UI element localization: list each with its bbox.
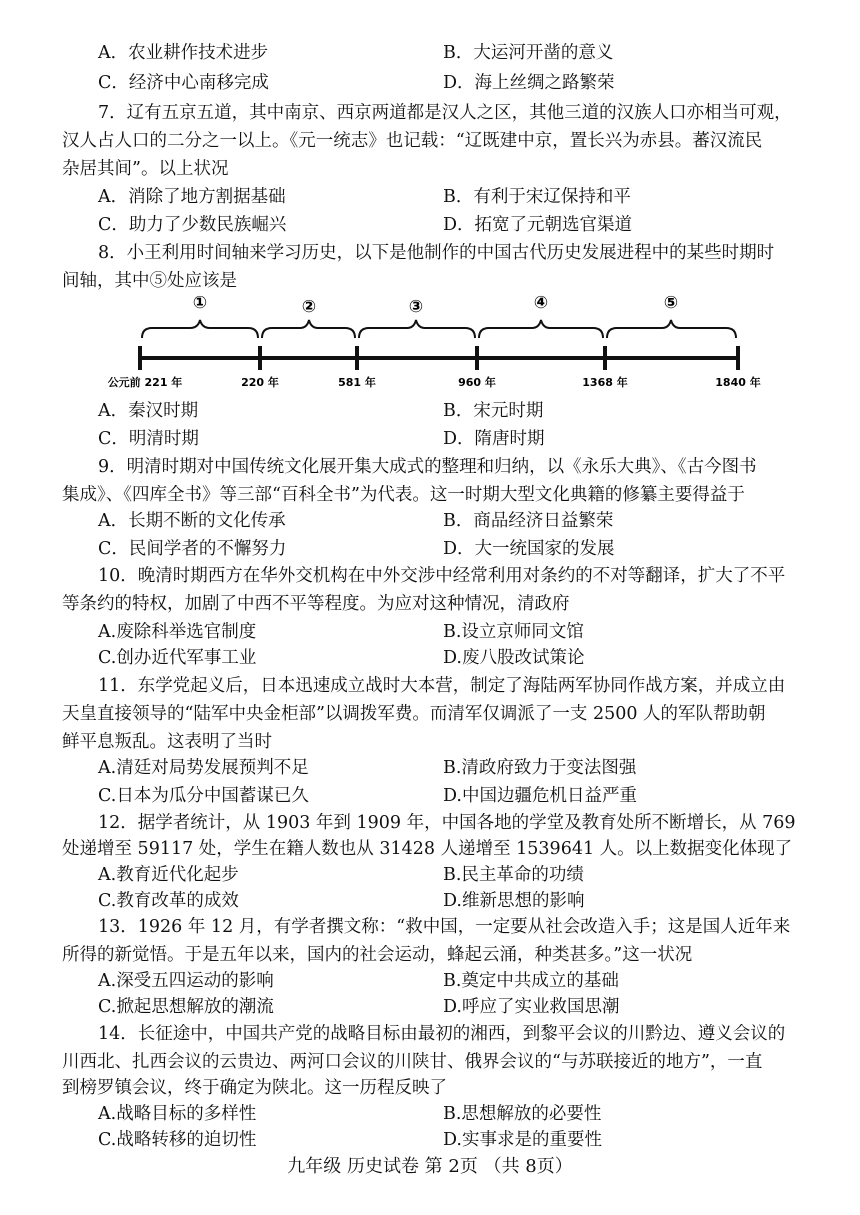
question-11-line: 天皇直接领导的“陆军中央金柜部”以调拨军费。而清军仅调派了一支 2500 人的军队帮助朝 xyxy=(62,704,766,724)
tick-label: 1368 年 xyxy=(582,376,628,389)
question-12-line: 12．据学者统计，从 1903 年到 1909 年，中国各地的学堂及教育处所不断增长，从 769 xyxy=(98,813,796,833)
question-14-line: 14．长征途中，中国共产党的战略目标由最初的湘西，到黎平会议的川黔边、遵义会议的 xyxy=(98,1024,786,1044)
option-c: C.教育改革的成效 xyxy=(98,891,239,911)
option-b: B.民主革命的功绩 xyxy=(443,865,584,885)
option-b: B.奠定中共成立的基础 xyxy=(443,971,619,991)
option-a: A.清廷对局势发展预判不足 xyxy=(98,758,309,778)
period-bracket xyxy=(479,320,603,338)
question-9-line: 9．明清时期对中国传统文化展开集大成式的整理和归纳，以《永乐大典》、《古今图书 xyxy=(98,457,757,477)
question-7-line: 杂居其间”。以上状况 xyxy=(62,159,229,179)
option-c: C.创办近代军事工业 xyxy=(98,648,257,668)
option-a: A．消除了地方割据基础 xyxy=(98,187,286,207)
option-c: C．助力了少数民族崛兴 xyxy=(98,215,287,235)
option-d: D．海上丝绸之路繁荣 xyxy=(443,73,615,93)
question-10-line: 等条约的特权，加剧了中西不平等程度。为应对这种情况，清政府 xyxy=(62,594,570,614)
question-13-line: 13．1926 年 12 月，有学者撰文称：“救中国，一定要从社会改造入手；这是国人近年来 xyxy=(98,917,791,937)
question-12-line: 处递增至 59117 处，学生在籍人数也从 31428 人递增至 1539641 人。以上数据变化体现了 xyxy=(62,839,793,859)
question-13-line: 所得的新觉悟。于是五年以来，国内的社会运动，蜂起云涌，种类甚多。”这一状况 xyxy=(62,945,693,965)
question-10-line: 10．晚清时期西方在华外交机构在中外交涉中经常利用对条约的不对等翻译，扩大了不平 xyxy=(98,566,786,586)
option-d: D.实事求是的重要性 xyxy=(443,1130,602,1150)
question-7-line: 7．辽有五京五道，其中南京、西京两道都是汉人之区，其他三道的汉族人口亦相当可观， xyxy=(98,103,792,123)
option-c: C.掀起思想解放的潮流 xyxy=(98,997,274,1017)
question-11-line: 鲜平息叛乱。这表明了当时 xyxy=(62,732,272,752)
option-c: C．经济中心南移完成 xyxy=(98,73,269,93)
period-bracket xyxy=(359,320,475,338)
option-d: D.中国边疆危机日益严重 xyxy=(443,786,637,806)
question-7-line: 汉人占人口的二分之一以上。《元一统志》也记载：“辽既建中京，置长兴为赤县。蕃汉流民 xyxy=(62,131,763,151)
tick-label: 581 年 xyxy=(338,376,376,389)
option-c: C．民间学者的不懈努力 xyxy=(98,539,287,559)
option-d: D．拓宽了元朝选官渠道 xyxy=(443,215,633,235)
option-a: A.教育近代化起步 xyxy=(98,865,239,885)
option-d: D.维新思想的影响 xyxy=(443,891,585,911)
option-d: D．大一统国家的发展 xyxy=(443,539,615,559)
period-label: ② xyxy=(301,297,317,317)
option-b: B．有利于宋辽保持和平 xyxy=(443,187,631,207)
period-label: ④ xyxy=(533,293,549,313)
option-c: C．明清时期 xyxy=(98,429,199,449)
question-8-line: 8．小王利用时间轴来学习历史，以下是他制作的中国古代历史发展进程中的某些时期时 xyxy=(98,243,775,263)
question-14-line: 川西北、扎西会议的云贵边、两河口会议的川陕甘、俄界会议的“与苏联接近的地方”，一直 xyxy=(62,1052,763,1072)
option-d: D.废八股改试策论 xyxy=(443,648,585,668)
option-a: A．秦汉时期 xyxy=(98,401,199,421)
tick-label: 220 年 xyxy=(241,376,279,389)
question-8-line: 间轴，其中⑤处应该是 xyxy=(62,271,237,291)
option-c: C.战略转移的迫切性 xyxy=(98,1130,257,1150)
option-d: D．隋唐时期 xyxy=(443,429,545,449)
option-b: B．商品经济日益繁荣 xyxy=(443,511,614,531)
page-footer: 九年级 历史试卷 第 2页 （共 8页） xyxy=(287,1156,573,1177)
period-bracket xyxy=(142,320,258,338)
option-c: C.日本为瓜分中国蓄谋已久 xyxy=(98,786,309,806)
period-bracket xyxy=(607,320,736,338)
period-label: ③ xyxy=(408,297,424,317)
question-14-line: 到榜罗镇会议，终于确定为陕北。这一历程反映了 xyxy=(62,1078,447,1098)
tick-label: 公元前 221 年 xyxy=(107,376,183,389)
option-a: A．农业耕作技术进步 xyxy=(98,43,269,63)
option-b: B．宋元时期 xyxy=(443,401,544,421)
question-11-line: 11．东学党起义后，日本迅速成立战时大本营，制定了海陆两军协同作战方案，并成立由 xyxy=(98,676,786,696)
option-a: A.废除科举选官制度 xyxy=(98,622,257,642)
option-b: B．大运河开凿的意义 xyxy=(443,43,614,63)
period-label: ⑤ xyxy=(663,293,679,313)
option-d: D.呼应了实业救国思潮 xyxy=(443,997,620,1017)
option-b: B.清政府致力于变法图强 xyxy=(443,758,637,778)
period-label: ① xyxy=(192,293,208,313)
option-b: B.设立京师同文馆 xyxy=(443,622,584,642)
timeline-diagram xyxy=(100,286,780,396)
option-b: B.思想解放的必要性 xyxy=(443,1104,602,1124)
tick-label: 960 年 xyxy=(458,376,496,389)
option-a: A.战略目标的多样性 xyxy=(98,1104,257,1124)
period-bracket xyxy=(262,320,355,338)
question-9-line: 集成》、《四库全书》等三部“百科全书”为代表。这一时期大型文化典籍的修纂主要得益于 xyxy=(62,485,745,505)
tick-label: 1840 年 xyxy=(715,376,761,389)
option-a: A．长期不断的文化传承 xyxy=(98,511,286,531)
option-a: A.深受五四运动的影响 xyxy=(98,971,274,991)
